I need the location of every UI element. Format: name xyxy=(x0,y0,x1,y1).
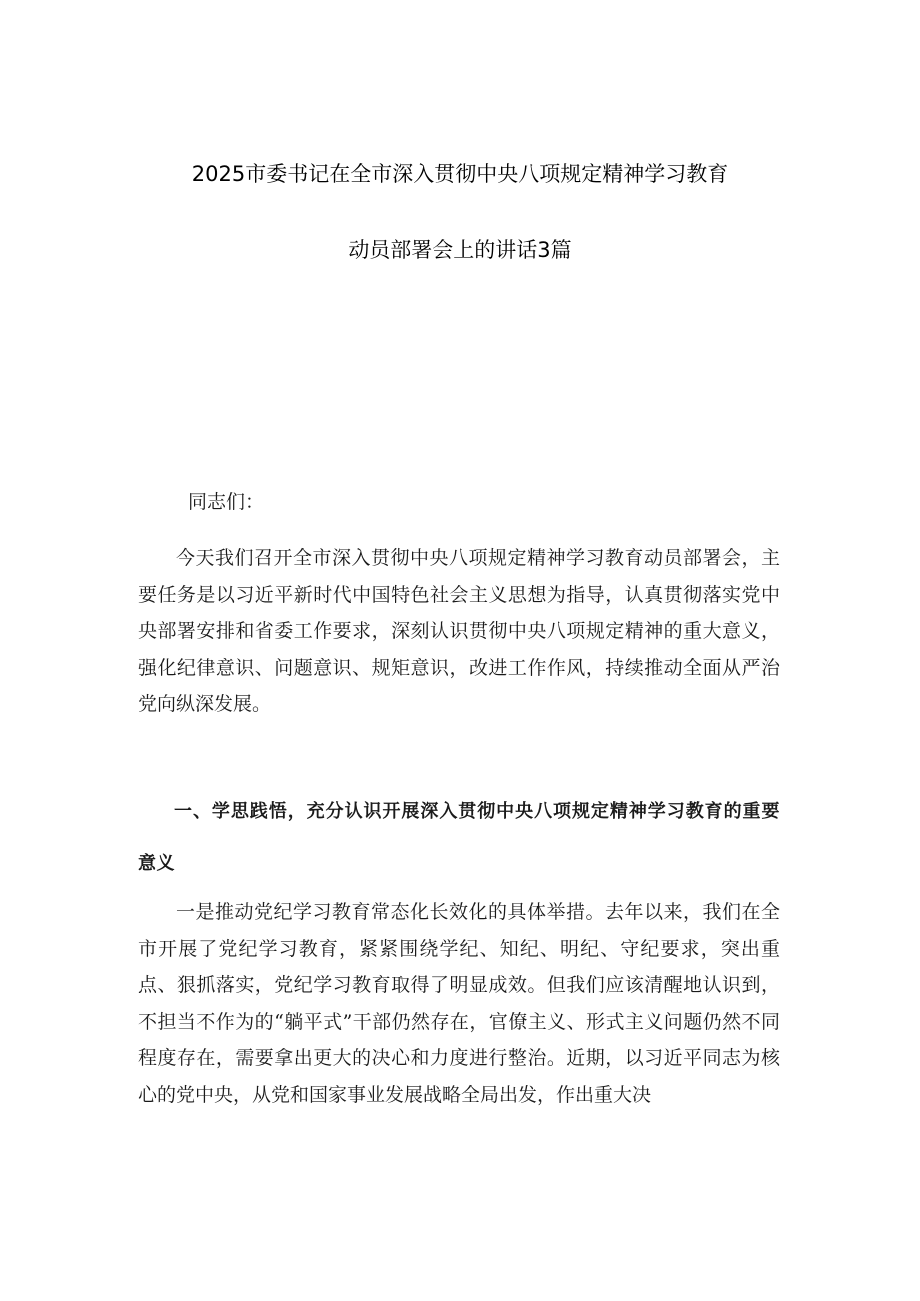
document-title-line-2: 动员部署会上的讲话3篇 xyxy=(348,238,572,262)
salutation: 同志们： xyxy=(188,491,265,513)
paragraph-intro: 今天我们召开全市深入贯彻中央八项规定精神学习教育动员部署会，主要任务是以习近平新时代中国特色社会主义思想为指导，认真贯彻落实党中央部署安排和省委工作要求，深刻认识贯彻中央八项规定精神的重大意义，强化纪律意识、问题意识、规矩意识，改进工作作风，持续推动全面从严治党向纵深发展。 xyxy=(138,547,780,715)
paragraph-section-1-point-1: 一是推动党纪学习教育常态化长效化的具体举措。去年以来，我们在全市开展了党纪学习教育，紧紧围绕学纪、知纪、明纪、守纪要求，突出重点、狠抓落实，党纪学习教育取得了明显成效。但我们应该清醒地认识到，不担当不作为的“躺平式”干部仍然存在，官僚主义、形式主义问题仍然不同程度存在，需要拿出更大的决心和力度进行整治。近期，以习近平同志为核心的党中央，从党和国家事业发展战略全局出发，作出重大决 xyxy=(138,901,780,1106)
section-heading-1: 一、学思践悟，充分认识开展深入贯彻中央八项规定精神学习教育的重要意义 xyxy=(138,801,780,874)
document-title-line-1: 2025市委书记在全市深入贯彻中央八项规定精神学习教育 xyxy=(191,162,729,186)
